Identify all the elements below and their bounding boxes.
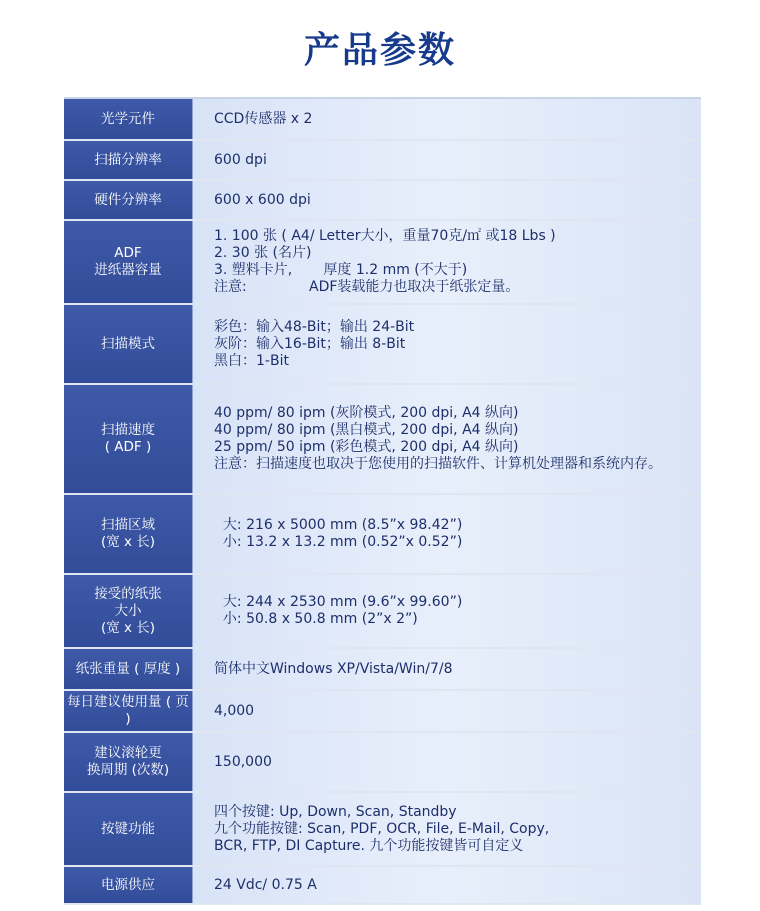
spec-row [64,495,701,575]
spec-label: 电源供应 [64,867,193,903]
spec-row [64,733,701,793]
spec-label: 每日建议使用量 ( 页 ) [64,691,193,731]
spec-value [193,867,701,903]
spec-value [193,495,701,573]
spec-value [193,575,701,647]
spec-value [193,181,701,219]
spec-value-line: 简体中文Windows XP/Vista/Win/7/8 [214,660,453,677]
spec-row [64,181,701,221]
spec-value-line: 彩色：输入48-Bit；输出 24-Bit [214,318,415,335]
spec-value-line: 600 dpi [214,151,267,168]
spec-value [193,141,701,179]
spec-label: 光学元件 [64,99,193,139]
spec-value-line: 4,000 [214,702,255,719]
spec-value [193,385,701,493]
spec-label: 建议滚轮更 换周期 (次数) [64,733,193,791]
spec-row [64,793,701,867]
spec-value-line: 注意：扫描速度也取决于您使用的扫描软件、计算机处理器和系统内存。 [214,456,662,472]
spec-value-line: 25 ppm/ 50 ipm (彩色模式, 200 dpi, A4 纵向) [214,439,519,455]
spec-row [64,575,701,649]
spec-value [193,99,701,139]
spec-value-line: 150,000 [214,753,272,770]
spec-row [64,867,701,905]
spec-label: 接受的纸张 大小 (宽 x 长) [64,575,193,647]
spec-value-line: 600 x 600 dpi [214,191,311,208]
spec-value-line: 40 ppm/ 80 ipm (黑白模式, 200 dpi, A4 纵向) [214,422,519,438]
spec-label: 硬件分辨率 [64,181,193,219]
spec-row [64,691,701,733]
spec-row [64,221,701,305]
spec-value [193,691,701,731]
spec-value-line: 黑白：1-Bit [214,352,289,369]
spec-label: 按键功能 [64,793,193,865]
spec-table [64,97,701,905]
spec-value [193,221,701,303]
spec-row [64,385,701,495]
spec-row [64,99,701,141]
spec-value-line: 小: 50.8 x 50.8 mm (2”x 2”) [214,611,418,627]
spec-value-line: 大: 244 x 2530 mm (9.6”x 99.60”) [214,594,463,610]
spec-value-line: 40 ppm/ 80 ipm (灰阶模式, 200 dpi, A4 纵向) [214,405,519,421]
page-title: 产品参数 [303,30,456,71]
spec-value-line: 24 Vdc/ 0.75 A [214,876,317,893]
spec-label: 扫描分辨率 [64,141,193,179]
spec-value-line: 大: 216 x 5000 mm (8.5”x 98.42”) [214,517,463,533]
spec-row [64,305,701,385]
spec-row [64,649,701,691]
spec-value-line: 灰阶：输入16-Bit；输出 8-Bit [214,335,406,352]
spec-value [193,305,701,383]
spec-value-line: 2. 30 张 (名片) [214,245,312,261]
spec-value-line: 四个按键: Up, Down, Scan, Standby [214,803,457,820]
spec-label: 扫描速度 ( ADF ) [64,385,193,493]
spec-value [193,793,701,865]
spec-label: 扫描区域 (宽 x 长) [64,495,193,573]
spec-value-line: 3. 塑料卡片, 厚度 1.2 mm (不大于) [214,262,468,278]
spec-value-line: 小: 13.2 x 13.2 mm (0.52”x 0.52”) [214,534,463,550]
spec-label: 纸张重量 ( 厚度 ) [64,649,193,689]
spec-value-line: 九个功能按键: Scan, PDF, OCR, File, E-Mail, Copy, [214,820,550,837]
spec-value-line: BCR, FTP, DI Capture. 九个功能按键皆可自定义 [214,837,524,854]
spec-value [193,733,701,791]
spec-value-line: 1. 100 张 ( A4/ Letter大小，重量70克/㎡ 或18 Lbs ) [214,228,556,244]
spec-label: 扫描模式 [64,305,193,383]
spec-value [193,649,701,689]
spec-value-line: 注意: ADF装载能力也取决于纸张定量。 [214,279,520,295]
spec-row [64,141,701,181]
spec-label: ADF 进纸器容量 [64,221,193,303]
spec-value-line: CCD传感器 x 2 [214,110,313,127]
